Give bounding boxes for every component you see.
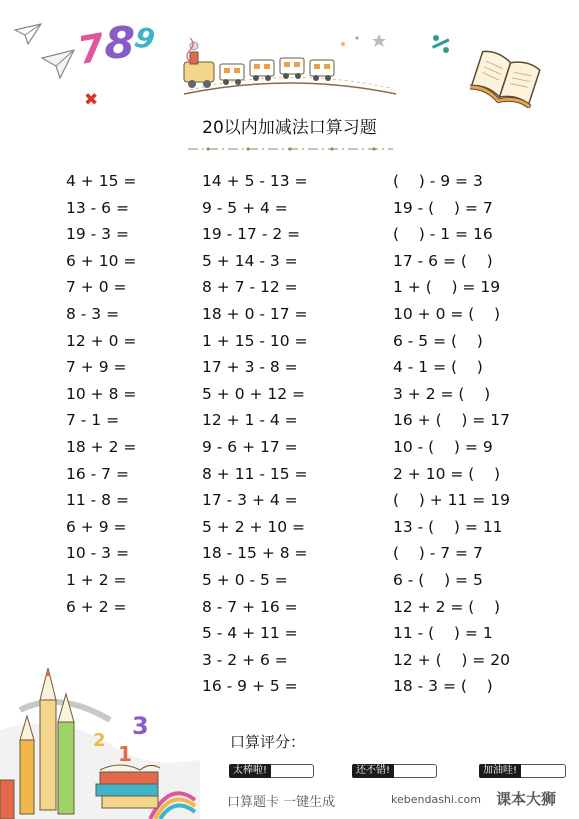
math-problem: 12 + 1 - 4 = bbox=[202, 411, 298, 430]
math-problem: 10 + 0 = ( ) bbox=[393, 304, 501, 323]
math-problem: 16 + ( ) = 17 bbox=[393, 411, 510, 430]
math-problem: 8 + 11 - 15 = bbox=[202, 464, 308, 483]
math-problem: 11 - ( ) = 1 bbox=[393, 624, 493, 643]
math-problem: ( ) + 11 = 19 bbox=[393, 491, 510, 510]
math-problem: 6 + 2 = bbox=[66, 597, 127, 616]
math-problem: 8 + 7 - 12 = bbox=[202, 278, 298, 297]
math-problem: 9 - 6 + 17 = bbox=[202, 437, 298, 456]
math-problem: 8 - 3 = bbox=[66, 304, 120, 323]
math-problem: 12 + 2 = ( ) bbox=[393, 597, 501, 616]
math-problem: 5 + 2 + 10 = bbox=[202, 517, 306, 536]
math-problem: 6 + 10 = bbox=[66, 251, 137, 270]
paper-plane-icon bbox=[40, 48, 76, 80]
decorative-digits-789 bbox=[74, 18, 158, 73]
math-problem: 7 - 1 = bbox=[66, 411, 120, 430]
times-symbol-icon: ✖ bbox=[84, 90, 99, 110]
math-problem: ( ) - 7 = 7 bbox=[393, 544, 483, 563]
rating-box bbox=[521, 764, 566, 778]
problems-column-2 bbox=[202, 168, 308, 700]
math-problem: 17 + 3 - 8 = bbox=[202, 358, 298, 377]
open-book-icon bbox=[470, 46, 542, 108]
math-problem: 1 + ( ) = 19 bbox=[393, 278, 501, 297]
math-problem: 9 - 5 + 4 = bbox=[202, 198, 288, 217]
math-problem: 12 + 0 = bbox=[66, 331, 137, 350]
rating-box bbox=[271, 764, 314, 778]
digit-9: 9 bbox=[131, 20, 158, 57]
math-problem: 10 - ( ) = 9 bbox=[393, 437, 493, 456]
math-problem: 5 + 0 + 12 = bbox=[202, 384, 306, 403]
math-problem: 1 + 15 - 10 = bbox=[202, 331, 308, 350]
math-problem: 6 + 9 = bbox=[66, 517, 127, 536]
title-underline-divider bbox=[188, 145, 393, 153]
rating-label: 加油哇! bbox=[479, 764, 521, 778]
math-problem: 16 - 9 + 5 = bbox=[202, 677, 298, 696]
math-problem: 4 + 15 = bbox=[66, 172, 137, 190]
math-problem: 18 - 15 + 8 = bbox=[202, 544, 308, 563]
math-problem: 5 + 0 - 5 = bbox=[202, 570, 288, 589]
rating-label: 还不错! bbox=[352, 764, 394, 778]
rating-label: 太棒啦! bbox=[229, 764, 271, 778]
math-problem: 17 - 3 + 4 = bbox=[202, 491, 298, 510]
math-problem: 7 + 9 = bbox=[66, 358, 127, 377]
digit-8: 8 bbox=[104, 18, 136, 69]
math-problem: 8 - 7 + 16 = bbox=[202, 597, 298, 616]
math-problem: 18 + 0 - 17 = bbox=[202, 304, 308, 323]
footer-url: kebendashi.com bbox=[391, 793, 481, 806]
math-problem: 5 - 4 + 11 = bbox=[202, 624, 298, 643]
math-problem: 10 - 3 = bbox=[66, 544, 129, 563]
math-problem: 18 + 2 = bbox=[66, 437, 137, 456]
math-problem: 16 - 7 = bbox=[66, 464, 129, 483]
math-problem: ( ) - 9 = 3 bbox=[393, 172, 483, 190]
math-problem: 13 - ( ) = 11 bbox=[393, 517, 503, 536]
math-problem: 6 - 5 = ( ) bbox=[393, 331, 483, 350]
decorative-digit-1: 1 bbox=[118, 742, 132, 766]
paper-plane-icon bbox=[14, 22, 42, 46]
math-problem: 14 + 5 - 13 = bbox=[202, 172, 308, 190]
math-problem: ( ) - 1 = 16 bbox=[393, 225, 493, 244]
digit-7: 7 bbox=[74, 25, 109, 73]
page-title: 20以内加减法口算习题 bbox=[202, 118, 377, 138]
divide-symbol-icon bbox=[430, 33, 452, 55]
rating-box bbox=[394, 764, 437, 778]
math-problem: 5 + 14 - 3 = bbox=[202, 251, 298, 270]
decorative-digit-2: 2 bbox=[93, 730, 106, 751]
math-problem: 11 - 8 = bbox=[66, 491, 129, 510]
footer-tagline: 口算题卡 一键生成 bbox=[227, 795, 336, 810]
math-problem: 12 + ( ) = 20 bbox=[393, 650, 510, 669]
math-problem: 4 - 1 = ( ) bbox=[393, 358, 483, 377]
math-problem: 1 + 2 = bbox=[66, 570, 127, 589]
problems-column-1 bbox=[66, 168, 136, 620]
math-problem: 18 - 3 = ( ) bbox=[393, 677, 493, 696]
math-problem: 17 - 6 = ( ) bbox=[393, 251, 493, 270]
math-problem: 10 + 8 = bbox=[66, 384, 137, 403]
math-problem: 13 - 6 = bbox=[66, 198, 129, 217]
math-problem: 19 - 17 - 2 = bbox=[202, 225, 301, 244]
footer-brand-logo: 课本大狮 bbox=[496, 790, 557, 808]
math-problem: 19 - 3 = bbox=[66, 225, 129, 244]
math-problem: 6 - ( ) = 5 bbox=[393, 570, 483, 589]
math-problem: 19 - ( ) = 7 bbox=[393, 198, 493, 217]
star-sparkle-icon bbox=[335, 30, 395, 52]
rating-good[interactable] bbox=[352, 764, 437, 778]
math-problem: 3 + 2 = ( ) bbox=[393, 384, 491, 403]
rating-excellent[interactable] bbox=[229, 764, 314, 778]
score-title: 口算评分： bbox=[230, 733, 306, 751]
math-problem: 7 + 0 = bbox=[66, 278, 127, 297]
problems-column-3 bbox=[393, 168, 510, 700]
math-problem: 3 - 2 + 6 = bbox=[202, 650, 288, 669]
rating-keep-going[interactable] bbox=[479, 764, 566, 778]
math-problem: 2 + 10 = ( ) bbox=[393, 464, 501, 483]
decorative-digit-3: 3 bbox=[132, 712, 149, 740]
